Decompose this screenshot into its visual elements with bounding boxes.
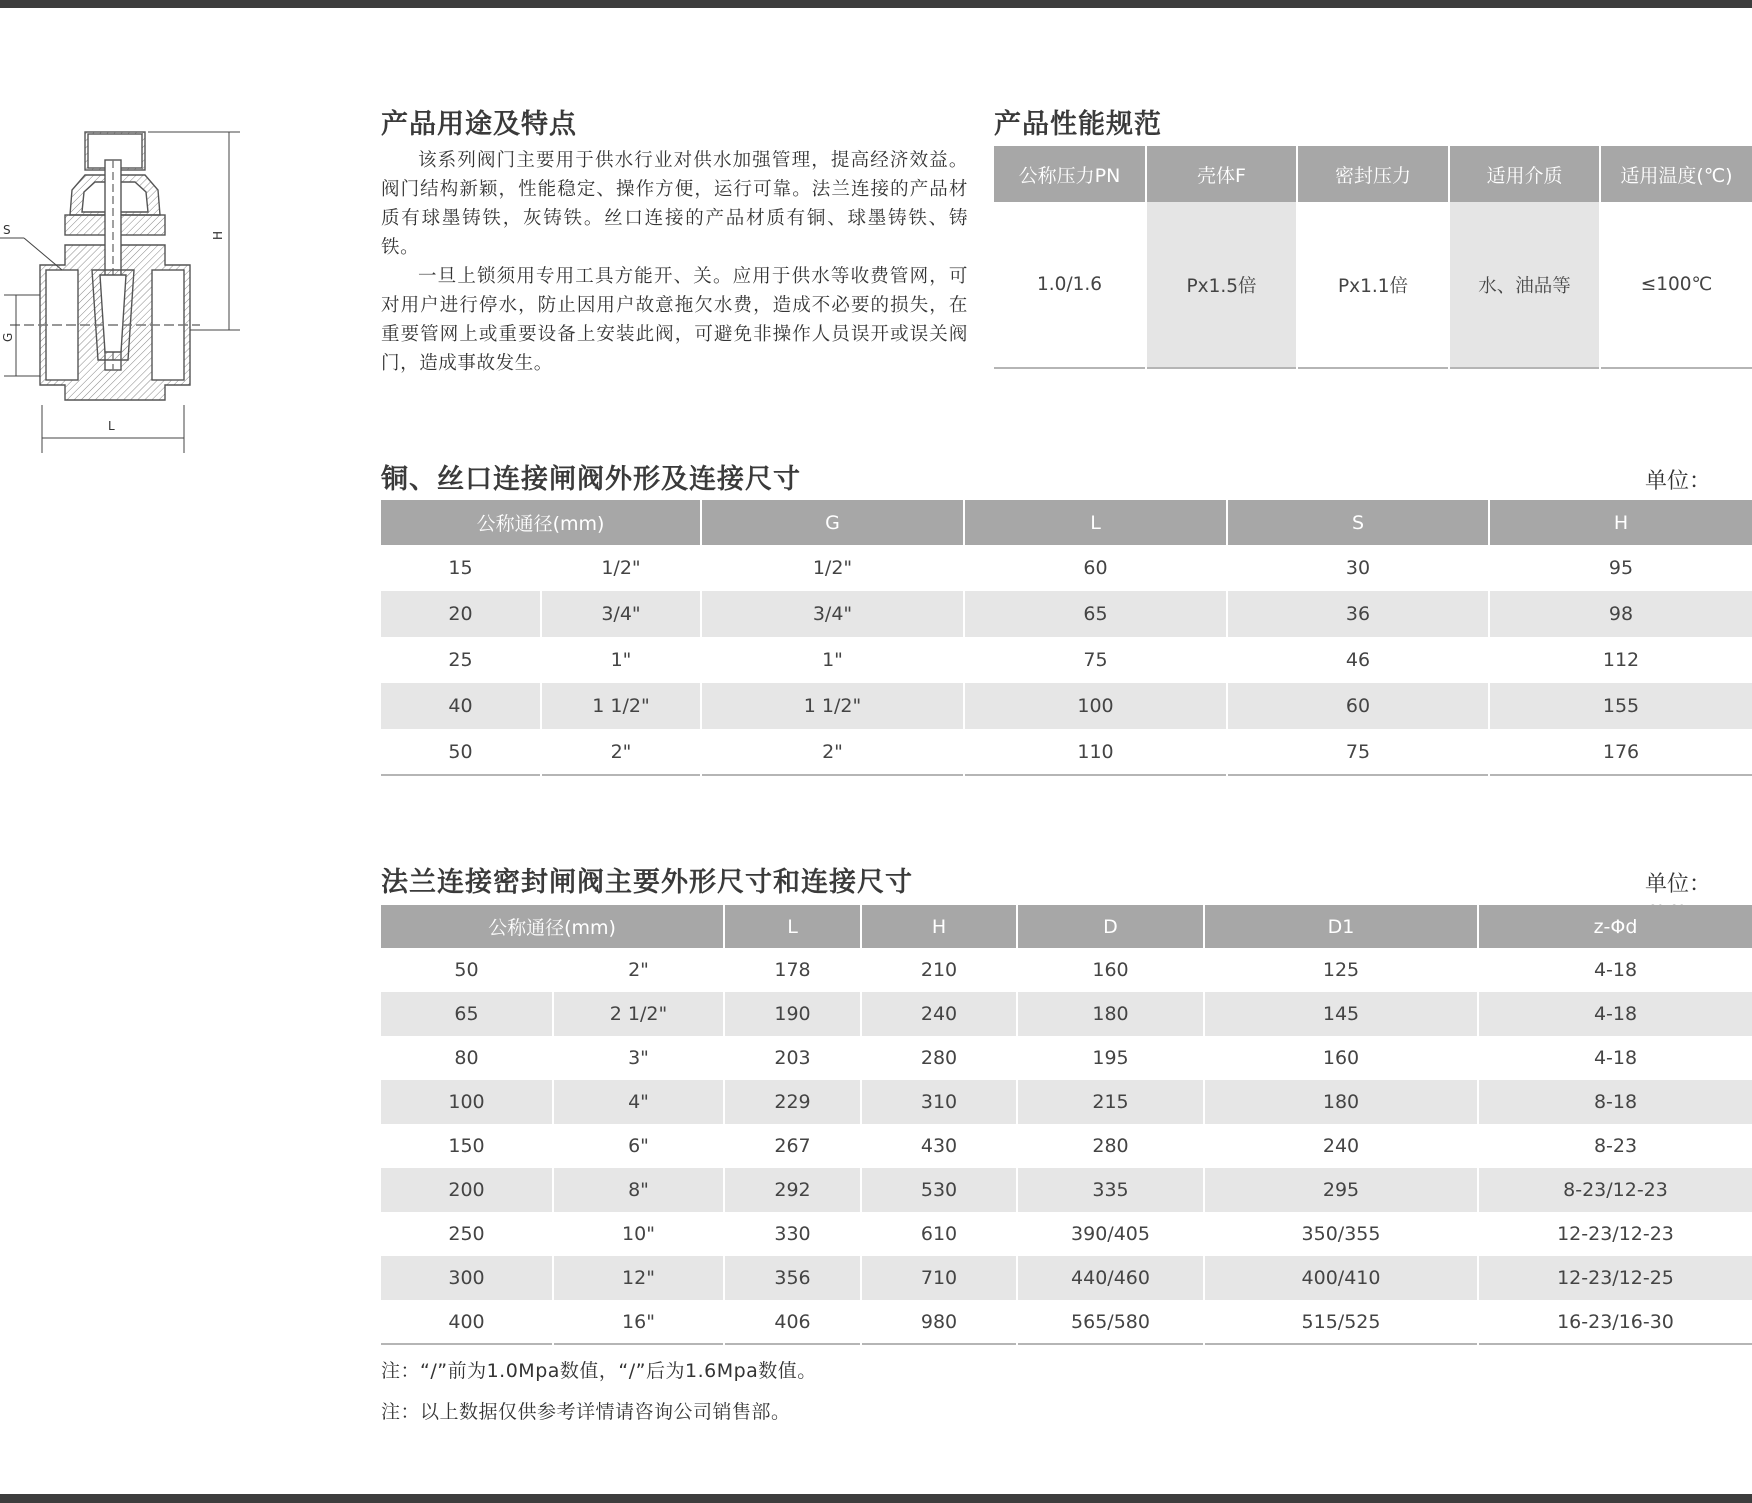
table-cell: 155 — [1489, 683, 1752, 729]
top-bar — [0, 0, 1752, 8]
table-cell: 2" — [541, 729, 701, 775]
table-row — [381, 1300, 1752, 1344]
table-cell: 200 — [381, 1168, 553, 1212]
table-cell: 1/2" — [701, 545, 964, 591]
table-cell: 145 — [1204, 992, 1478, 1036]
performance-title: 产品性能规范 — [994, 109, 1162, 140]
table-cell: 300 — [381, 1256, 553, 1300]
flange-table-unit: 单位： — [1645, 872, 1712, 897]
table-cell: 100 — [964, 683, 1227, 729]
table-cell: 60 — [1227, 683, 1489, 729]
table-cell: 400/410 — [1204, 1256, 1478, 1300]
table-cell: 98 — [1489, 591, 1752, 637]
table-cell: 30 — [1227, 545, 1489, 591]
label-l: L — [108, 419, 115, 433]
table-cell: 1 1/2" — [541, 683, 701, 729]
table-cell: 80 — [454, 1047, 479, 1069]
table-cell: 3" — [553, 1036, 724, 1080]
table-cell: 280 — [861, 1036, 1017, 1080]
table-row — [381, 591, 1752, 637]
table-cell: 1/2" — [541, 545, 701, 591]
table-cell: 100 — [381, 1080, 553, 1124]
table-cell: 40 — [381, 683, 541, 729]
table-cell: 112 — [1489, 637, 1752, 683]
table-cell: 565/580 — [1017, 1300, 1204, 1344]
thread-header: S — [1227, 500, 1489, 545]
table-cell: 60 — [964, 545, 1227, 591]
table-cell: 65 — [381, 992, 553, 1036]
usage-text — [381, 146, 968, 378]
flange-header: D1 — [1204, 905, 1478, 948]
table-cell: 335 — [1017, 1168, 1204, 1212]
performance-header: 密封压力 — [1297, 146, 1449, 202]
table-cell: 46 — [1227, 637, 1489, 683]
table-cell: 10" — [553, 1212, 724, 1256]
table-cell: 4-18 — [1478, 948, 1752, 992]
note-2: 注：以上数据仅供参考详情请咨询公司销售部。 — [381, 1401, 791, 1423]
valve-drawing — [0, 120, 260, 465]
table-cell: 160 — [1204, 1036, 1478, 1080]
table-row — [381, 948, 1752, 992]
table-cell: 356 — [724, 1256, 861, 1300]
note-1: 注：“/”前为1.0Mpa数值，“/”后为1.6Mpa数值。 — [381, 1360, 817, 1382]
table-cell: 350/355 — [1204, 1212, 1478, 1256]
table-cell: 400 — [448, 1310, 485, 1333]
flange-header: 公称通径(mm) — [381, 905, 724, 948]
thread-table-title: 铜、丝口连接闸阀外形及连接尺寸 — [381, 464, 801, 495]
flange-dimension-table — [381, 905, 1752, 1345]
table-row — [381, 1256, 1752, 1300]
table-cell: 1" — [701, 637, 964, 683]
table-cell: 176 — [1489, 729, 1752, 775]
flange-table-title: 法兰连接密封闸阀主要外形尺寸和连接尺寸 — [381, 867, 913, 898]
thread-header-row — [381, 500, 1752, 545]
table-cell: 8-18 — [1478, 1080, 1752, 1124]
table-cell: 4-18 — [1478, 1036, 1752, 1080]
table-cell: 180 — [1017, 992, 1204, 1036]
table-row — [381, 1080, 1752, 1124]
flange-header: H — [861, 905, 1017, 948]
performance-value: Px1.5倍 — [1146, 202, 1297, 368]
table-cell: 330 — [724, 1212, 861, 1256]
usage-paragraph-1: 该系列阀门主要用于供水行业对供水加强管理，提高经济效益。阀门结构新颖，性能稳定、操作方便，运行可靠。法兰连接的产品材质有球墨铸铁，灰铸铁。丝口连接的产品材质有铜、球墨铸铁、铸铁。 — [381, 150, 968, 258]
table-row — [381, 683, 1752, 729]
usage-paragraph-2: 一旦上锁须用专用工具方能开、关。应用于供水等收费管网，可对用户进行停水，防止因用户故意拖欠水费，造成不必要的损失，在重要管网上或重要设备上安装此阀，可避免非操作人员误开或误关阀门，造成事故发生。 — [381, 266, 968, 374]
table-cell: 610 — [861, 1212, 1017, 1256]
label-s: S — [3, 223, 11, 237]
table-row — [381, 1036, 1752, 1080]
table-cell: 215 — [1017, 1080, 1204, 1124]
table-cell: 190 — [724, 992, 861, 1036]
table-cell: 4-18 — [1478, 992, 1752, 1036]
table-cell: 1" — [541, 637, 701, 683]
label-g: G — [1, 332, 15, 342]
table-cell: 50 — [454, 959, 479, 981]
table-cell: 95 — [1489, 545, 1752, 591]
usage-title: 产品用途及特点 — [381, 109, 577, 140]
table-cell: 75 — [964, 637, 1227, 683]
table-cell: 25 — [448, 649, 473, 671]
table-cell: 8-23/12-23 — [1478, 1168, 1752, 1212]
table-cell: 240 — [1204, 1124, 1478, 1168]
table-cell: 530 — [861, 1168, 1017, 1212]
table-cell: 250 — [448, 1223, 485, 1245]
table-cell: 15 — [448, 557, 473, 579]
table-cell: 980 — [861, 1300, 1017, 1344]
table-cell: 229 — [724, 1080, 861, 1124]
flange-header: z-Φd — [1478, 905, 1752, 948]
performance-value: 水、油品等 — [1449, 202, 1600, 368]
table-cell: 210 — [861, 948, 1017, 992]
table-cell: 65 — [964, 591, 1227, 637]
table-cell: 12" — [553, 1256, 724, 1300]
performance-header: 适用介质 — [1449, 146, 1600, 202]
flange-header: D — [1017, 905, 1204, 948]
table-cell: 16-23/16-30 — [1478, 1300, 1752, 1344]
table-cell: 12-23/12-25 — [1478, 1256, 1752, 1300]
thread-table-unit: 单位： — [1645, 469, 1712, 494]
table-cell: 710 — [861, 1256, 1017, 1300]
table-cell: 180 — [1204, 1080, 1478, 1124]
performance-header: 公称压力PN — [994, 146, 1146, 202]
performance-header: 壳体F — [1146, 146, 1297, 202]
label-h: H — [211, 230, 225, 240]
table-cell: 3/4" — [701, 591, 964, 637]
table-cell: 3/4" — [541, 591, 701, 637]
table-row — [381, 729, 1752, 775]
table-cell: 390/405 — [1017, 1212, 1204, 1256]
table-cell: 2" — [701, 729, 964, 775]
performance-header-row — [994, 146, 1752, 202]
table-cell: 160 — [1017, 948, 1204, 992]
table-cell: 515/525 — [1204, 1300, 1478, 1344]
table-cell: 2 1/2" — [553, 992, 724, 1036]
table-cell: 8-23 — [1478, 1124, 1752, 1168]
performance-value: 1.0/1.6 — [1036, 274, 1103, 295]
table-cell: 240 — [861, 992, 1017, 1036]
table-row — [381, 1124, 1752, 1168]
thread-dimension-table — [381, 500, 1752, 776]
table-row — [381, 545, 1752, 591]
performance-value: Px1.1倍 — [1297, 202, 1449, 368]
thread-header: H — [1489, 500, 1752, 545]
thread-header: L — [964, 500, 1227, 545]
table-cell: 4" — [553, 1080, 724, 1124]
table-cell: 1 1/2" — [701, 683, 964, 729]
thread-header: G — [701, 500, 964, 545]
table-cell: 36 — [1227, 591, 1489, 637]
table-cell: 280 — [1017, 1124, 1204, 1168]
table-cell: 2" — [553, 948, 724, 992]
table-cell: 310 — [861, 1080, 1017, 1124]
table-cell: 8" — [553, 1168, 724, 1212]
table-cell: 195 — [1017, 1036, 1204, 1080]
table-cell: 440/460 — [1017, 1256, 1204, 1300]
table-cell: 150 — [448, 1135, 485, 1157]
performance-table — [994, 146, 1752, 369]
table-cell: 50 — [448, 740, 473, 763]
table-row — [381, 1212, 1752, 1256]
performance-value-row — [994, 202, 1752, 368]
table-cell: 295 — [1204, 1168, 1478, 1212]
flange-header-row — [381, 905, 1752, 948]
table-cell: 75 — [1227, 729, 1489, 775]
table-cell: 6" — [553, 1124, 724, 1168]
table-cell: 16" — [553, 1300, 724, 1344]
table-row — [381, 992, 1752, 1036]
table-cell: 406 — [724, 1300, 861, 1344]
flange-header: L — [724, 905, 861, 948]
table-cell: 267 — [724, 1124, 861, 1168]
thread-header: 公称通径(mm) — [381, 500, 701, 545]
bottom-bar — [0, 1494, 1752, 1503]
performance-value: ≤100℃ — [1600, 202, 1752, 368]
table-cell: 292 — [724, 1168, 861, 1212]
performance-header: 适用温度(℃) — [1600, 146, 1752, 202]
table-cell: 110 — [964, 729, 1227, 775]
table-cell: 178 — [724, 948, 861, 992]
table-cell: 20 — [381, 591, 541, 637]
table-cell: 12-23/12-23 — [1478, 1212, 1752, 1256]
table-cell: 203 — [724, 1036, 861, 1080]
table-row — [381, 1168, 1752, 1212]
table-row — [381, 637, 1752, 683]
table-cell: 125 — [1204, 948, 1478, 992]
table-cell: 430 — [861, 1124, 1017, 1168]
